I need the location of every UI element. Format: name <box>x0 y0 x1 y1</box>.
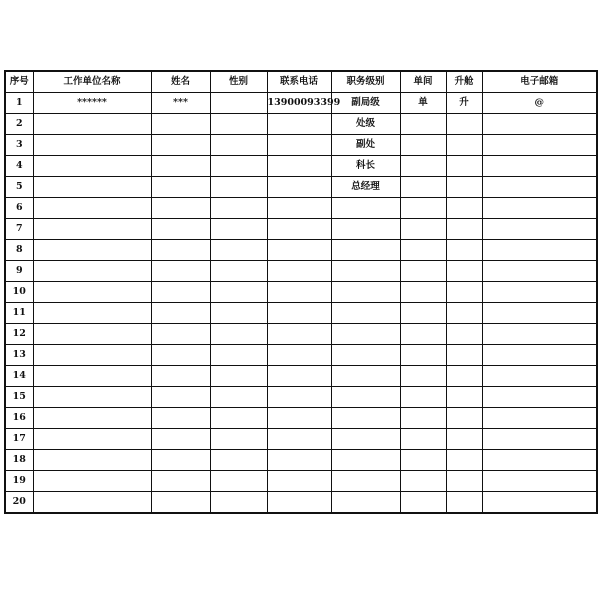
table-body <box>5 93 597 514</box>
cell-col-upgrade[interactable]: 升 <box>446 93 482 114</box>
table-row <box>5 177 597 198</box>
cell-col-upgrade[interactable] <box>446 366 482 387</box>
cell-col-single-room[interactable] <box>400 408 446 429</box>
table-row <box>5 240 597 261</box>
table-row <box>5 156 597 177</box>
cell-col-upgrade[interactable] <box>446 303 482 324</box>
cell-col-email[interactable] <box>482 261 597 282</box>
cell-col-index: 14 <box>5 366 33 387</box>
cell-col-gender[interactable] <box>210 219 267 240</box>
cell-col-single-room[interactable] <box>400 471 446 492</box>
cell-col-single-room[interactable]: 单 <box>400 93 446 114</box>
cell-col-name[interactable] <box>151 303 210 324</box>
cell-col-gender[interactable] <box>210 324 267 345</box>
cell-col-phone[interactable] <box>267 240 331 261</box>
cell-col-position-level[interactable] <box>331 219 400 240</box>
cell-col-gender[interactable] <box>210 177 267 198</box>
header-col-single-room: 单间 <box>400 71 446 93</box>
cell-col-single-room[interactable] <box>400 429 446 450</box>
cell-col-upgrade[interactable] <box>446 282 482 303</box>
header-col-work-unit: 工作单位名称 <box>33 71 151 93</box>
table-row <box>5 345 597 366</box>
cell-col-name[interactable] <box>151 345 210 366</box>
header-col-upgrade: 升舱 <box>446 71 482 93</box>
cell-col-index: 5 <box>5 177 33 198</box>
cell-col-name[interactable] <box>151 240 210 261</box>
cell-col-index: 2 <box>5 114 33 135</box>
table-row <box>5 135 597 156</box>
cell-col-email[interactable]: @ <box>482 93 597 114</box>
cell-col-upgrade[interactable] <box>446 408 482 429</box>
cell-col-position-level[interactable] <box>331 450 400 471</box>
cell-col-name[interactable] <box>151 198 210 219</box>
cell-col-phone[interactable] <box>267 366 331 387</box>
table-row <box>5 324 597 345</box>
cell-col-single-room[interactable] <box>400 114 446 135</box>
cell-col-phone[interactable] <box>267 261 331 282</box>
cell-col-gender[interactable] <box>210 492 267 514</box>
cell-col-index: 3 <box>5 135 33 156</box>
cell-col-single-room[interactable] <box>400 303 446 324</box>
cell-col-name[interactable] <box>151 450 210 471</box>
cell-col-index: 6 <box>5 198 33 219</box>
cell-col-gender[interactable] <box>210 261 267 282</box>
cell-col-single-room[interactable] <box>400 219 446 240</box>
cell-col-index: 12 <box>5 324 33 345</box>
cell-col-email[interactable] <box>482 114 597 135</box>
cell-col-work-unit[interactable] <box>33 408 151 429</box>
cell-col-index: 1 <box>5 93 33 114</box>
cell-col-work-unit[interactable] <box>33 261 151 282</box>
cell-col-phone[interactable] <box>267 156 331 177</box>
cell-col-gender[interactable] <box>210 303 267 324</box>
cell-col-gender[interactable] <box>210 471 267 492</box>
cell-col-email[interactable] <box>482 429 597 450</box>
cell-col-phone[interactable] <box>267 492 331 514</box>
cell-col-upgrade[interactable] <box>446 177 482 198</box>
cell-col-single-room[interactable] <box>400 492 446 514</box>
cell-col-single-room[interactable] <box>400 240 446 261</box>
cell-col-upgrade[interactable] <box>446 387 482 408</box>
cell-col-email[interactable] <box>482 198 597 219</box>
cell-col-upgrade[interactable] <box>446 219 482 240</box>
header-col-name: 姓名 <box>151 71 210 93</box>
table-row <box>5 114 597 135</box>
table-row <box>5 366 597 387</box>
cell-col-email[interactable] <box>482 366 597 387</box>
cell-col-email[interactable] <box>482 345 597 366</box>
header-col-gender: 性别 <box>210 71 267 93</box>
cell-col-email[interactable] <box>482 282 597 303</box>
cell-col-single-room[interactable] <box>400 324 446 345</box>
cell-col-index: 7 <box>5 219 33 240</box>
cell-col-gender[interactable] <box>210 114 267 135</box>
cell-col-phone[interactable] <box>267 408 331 429</box>
cell-col-index: 10 <box>5 282 33 303</box>
cell-col-work-unit[interactable]: ****** <box>33 93 151 114</box>
cell-col-name[interactable] <box>151 471 210 492</box>
cell-col-name[interactable] <box>151 366 210 387</box>
cell-col-phone[interactable] <box>267 450 331 471</box>
cell-col-single-room[interactable] <box>400 282 446 303</box>
cell-col-phone[interactable] <box>267 324 331 345</box>
cell-col-email[interactable] <box>482 324 597 345</box>
table-row <box>5 303 597 324</box>
table-row <box>5 261 597 282</box>
cell-col-gender[interactable] <box>210 135 267 156</box>
cell-col-index: 8 <box>5 240 33 261</box>
cell-col-upgrade[interactable] <box>446 492 482 514</box>
cell-col-position-level[interactable] <box>331 303 400 324</box>
cell-col-position-level[interactable] <box>331 429 400 450</box>
cell-col-email[interactable] <box>482 471 597 492</box>
cell-col-index: 13 <box>5 345 33 366</box>
table-row <box>5 198 597 219</box>
cell-col-gender[interactable] <box>210 450 267 471</box>
table-row <box>5 429 597 450</box>
cell-col-work-unit[interactable] <box>33 429 151 450</box>
cell-col-phone[interactable] <box>267 387 331 408</box>
cell-col-position-level[interactable] <box>331 324 400 345</box>
cell-col-index: 4 <box>5 156 33 177</box>
table-row <box>5 471 597 492</box>
cell-col-position-level[interactable]: 副处 <box>331 135 400 156</box>
cell-col-name[interactable] <box>151 387 210 408</box>
cell-col-email[interactable] <box>482 177 597 198</box>
cell-col-single-room[interactable] <box>400 387 446 408</box>
header-row <box>5 71 597 93</box>
cell-col-name[interactable] <box>151 177 210 198</box>
cell-col-work-unit[interactable] <box>33 240 151 261</box>
table-row <box>5 93 597 114</box>
cell-col-position-level[interactable] <box>331 471 400 492</box>
cell-col-work-unit[interactable] <box>33 324 151 345</box>
cell-col-position-level[interactable]: 处级 <box>331 114 400 135</box>
header-col-phone: 联系电话 <box>267 71 331 93</box>
cell-col-index: 9 <box>5 261 33 282</box>
cell-col-email[interactable] <box>482 156 597 177</box>
cell-col-upgrade[interactable] <box>446 429 482 450</box>
cell-col-index: 15 <box>5 387 33 408</box>
cell-col-gender[interactable] <box>210 240 267 261</box>
cell-col-index: 18 <box>5 450 33 471</box>
cell-col-gender[interactable] <box>210 282 267 303</box>
cell-col-phone[interactable] <box>267 198 331 219</box>
cell-col-gender[interactable] <box>210 198 267 219</box>
cell-col-work-unit[interactable] <box>33 135 151 156</box>
cell-col-phone[interactable] <box>267 282 331 303</box>
cell-col-name[interactable] <box>151 429 210 450</box>
cell-col-phone[interactable] <box>267 303 331 324</box>
cell-col-single-room[interactable] <box>400 450 446 471</box>
cell-col-work-unit[interactable] <box>33 471 151 492</box>
cell-col-gender[interactable] <box>210 366 267 387</box>
cell-col-name[interactable] <box>151 114 210 135</box>
cell-col-upgrade[interactable] <box>446 261 482 282</box>
cell-col-single-room[interactable] <box>400 366 446 387</box>
cell-col-phone[interactable] <box>267 114 331 135</box>
cell-col-phone[interactable] <box>267 429 331 450</box>
cell-col-name[interactable] <box>151 282 210 303</box>
cell-col-gender[interactable] <box>210 345 267 366</box>
cell-col-email[interactable] <box>482 135 597 156</box>
cell-col-upgrade[interactable] <box>446 240 482 261</box>
cell-col-single-room[interactable] <box>400 156 446 177</box>
cell-col-position-level[interactable] <box>331 261 400 282</box>
cell-col-work-unit[interactable] <box>33 345 151 366</box>
cell-col-name[interactable] <box>151 261 210 282</box>
cell-col-upgrade[interactable] <box>446 114 482 135</box>
table-row <box>5 282 597 303</box>
cell-col-position-level[interactable] <box>331 240 400 261</box>
cell-col-index: 20 <box>5 492 33 514</box>
cell-col-work-unit[interactable] <box>33 114 151 135</box>
cell-col-name[interactable] <box>151 156 210 177</box>
cell-col-email[interactable] <box>482 450 597 471</box>
cell-col-email[interactable] <box>482 303 597 324</box>
cell-col-name[interactable] <box>151 324 210 345</box>
cell-col-single-room[interactable] <box>400 198 446 219</box>
cell-col-position-level[interactable] <box>331 282 400 303</box>
cell-col-name[interactable] <box>151 219 210 240</box>
cell-col-single-room[interactable] <box>400 345 446 366</box>
cell-col-index: 19 <box>5 471 33 492</box>
cell-col-phone[interactable] <box>267 345 331 366</box>
cell-col-name[interactable] <box>151 408 210 429</box>
header-col-email: 电子邮箱 <box>482 71 597 93</box>
header-col-index: 序号 <box>5 71 33 93</box>
cell-col-position-level[interactable] <box>331 198 400 219</box>
cell-col-upgrade[interactable] <box>446 450 482 471</box>
cell-col-position-level[interactable] <box>331 492 400 514</box>
cell-col-upgrade[interactable] <box>446 135 482 156</box>
cell-col-position-level[interactable]: 总经理 <box>331 177 400 198</box>
table-row <box>5 408 597 429</box>
cell-col-single-room[interactable] <box>400 135 446 156</box>
header-col-position-level: 职务级别 <box>331 71 400 93</box>
cell-col-name[interactable] <box>151 135 210 156</box>
cell-col-work-unit[interactable] <box>33 387 151 408</box>
cell-col-upgrade[interactable] <box>446 471 482 492</box>
cell-col-name[interactable]: *** <box>151 93 210 114</box>
cell-col-phone[interactable] <box>267 135 331 156</box>
cell-col-gender[interactable] <box>210 429 267 450</box>
cell-col-phone[interactable] <box>267 177 331 198</box>
table-row <box>5 492 597 514</box>
cell-col-position-level[interactable]: 科长 <box>331 156 400 177</box>
cell-col-gender[interactable] <box>210 387 267 408</box>
table-row <box>5 450 597 471</box>
cell-col-index: 16 <box>5 408 33 429</box>
table-row <box>5 219 597 240</box>
cell-col-upgrade[interactable] <box>446 345 482 366</box>
cell-col-gender[interactable] <box>210 93 267 114</box>
cell-col-phone[interactable] <box>267 219 331 240</box>
cell-col-work-unit[interactable] <box>33 282 151 303</box>
cell-col-email[interactable] <box>482 219 597 240</box>
cell-col-phone[interactable]: 13900093399 <box>267 93 331 114</box>
cell-col-upgrade[interactable] <box>446 324 482 345</box>
cell-col-index: 11 <box>5 303 33 324</box>
cell-col-email[interactable] <box>482 240 597 261</box>
cell-col-work-unit[interactable] <box>33 198 151 219</box>
table-header <box>5 71 597 93</box>
cell-col-position-level[interactable] <box>331 387 400 408</box>
cell-col-email[interactable] <box>482 492 597 514</box>
cell-col-gender[interactable] <box>210 408 267 429</box>
cell-col-email[interactable] <box>482 387 597 408</box>
cell-col-work-unit[interactable] <box>33 156 151 177</box>
cell-col-work-unit[interactable] <box>33 492 151 514</box>
cell-col-work-unit[interactable] <box>33 177 151 198</box>
cell-col-position-level[interactable] <box>331 345 400 366</box>
cell-col-upgrade[interactable] <box>446 156 482 177</box>
registration-table <box>4 70 598 514</box>
cell-col-work-unit[interactable] <box>33 303 151 324</box>
cell-col-upgrade[interactable] <box>446 198 482 219</box>
cell-col-gender[interactable] <box>210 156 267 177</box>
cell-col-phone[interactable] <box>267 471 331 492</box>
cell-col-work-unit[interactable] <box>33 366 151 387</box>
cell-col-work-unit[interactable] <box>33 219 151 240</box>
cell-col-position-level[interactable] <box>331 408 400 429</box>
cell-col-single-room[interactable] <box>400 177 446 198</box>
cell-col-work-unit[interactable] <box>33 450 151 471</box>
cell-col-position-level[interactable] <box>331 366 400 387</box>
cell-col-name[interactable] <box>151 492 210 514</box>
table-row <box>5 387 597 408</box>
cell-col-email[interactable] <box>482 408 597 429</box>
cell-col-position-level[interactable]: 副局级 <box>331 93 400 114</box>
cell-col-index: 17 <box>5 429 33 450</box>
cell-col-single-room[interactable] <box>400 261 446 282</box>
